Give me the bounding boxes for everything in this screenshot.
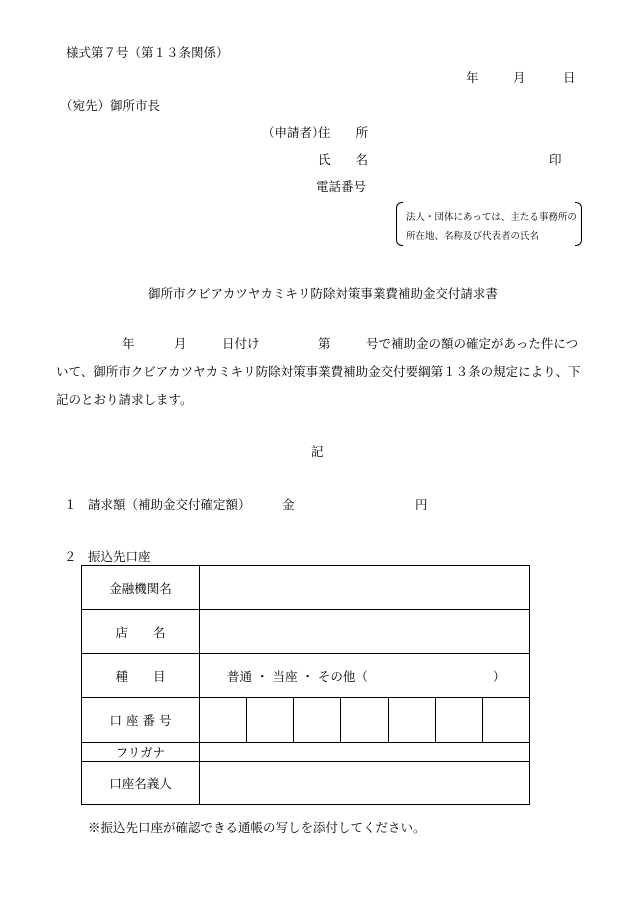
type-row [82,654,530,698]
item1-number: １ [64,497,77,512]
ki-marker: 記 [311,444,324,459]
addressee: （宛先）御所市長 [60,98,161,113]
date-day: 日 [563,70,576,85]
digit-cell[interactable] [340,698,387,742]
type-label: 種 目 [82,654,200,698]
furigana-row [82,743,530,762]
body-year: 年 [122,336,135,351]
item1-kin: 金 [282,497,295,512]
bank-row [82,566,530,610]
date-month: 月 [513,70,526,85]
bank-label: 金融機関名 [82,566,200,610]
name-label: 氏 名 [318,152,369,167]
document-title: 御所市クビアカツヤカミキリ防除対策事業費補助金交付請求書 [148,286,498,301]
digit-cell[interactable] [435,698,482,742]
corporate-note [396,202,582,244]
item2-label: 振込先口座 [88,549,151,564]
applicant-role: （申請者） [262,125,325,140]
note-line-2: 所在地、名称及び代表者の氏名 [406,231,540,242]
number-digit-cells [200,698,530,743]
furigana-label: フリガナ [82,743,200,762]
address-label: 住 所 [318,125,369,140]
body-month: 月 [174,336,187,351]
digit-cell[interactable] [388,698,435,742]
digit-cell[interactable] [293,698,340,742]
item2-number: ２ [64,549,77,564]
branch-row [82,610,530,654]
holder-row [82,762,530,805]
digit-cell[interactable] [246,698,293,742]
seal-mark: 印 [549,152,562,167]
holder-value-cell[interactable] [200,762,530,805]
digit-cell[interactable] [200,698,246,742]
bank-value-cell[interactable] [200,566,530,610]
digit-cell[interactable] [482,698,529,742]
note-left-bracket [396,202,403,246]
branch-label: 店 名 [82,610,200,654]
body-line1-end: 号で補助金の額の確定があった件につ [366,336,579,351]
number-row [82,698,530,743]
number-label: 口 座 番 号 [82,698,200,743]
account-table [81,565,530,805]
body-dai: 第 [318,336,331,351]
holder-label: 口座名義人 [82,762,200,805]
phone-label: 電話番号 [316,179,367,194]
body-dated: 日付け [222,336,260,351]
body-line2: いて、御所市クビアカツヤカミキリ防除対策事業費補助金交付要綱第１３条の規定により、下 [56,364,581,379]
note-line-1: 法人・団体にあっては、主たる事務所の [406,212,577,223]
form-number: 様式第７号（第１３条関係） [66,45,229,60]
type-options[interactable]: 普通 ・ 当座 ・ その他（ ） [200,654,530,698]
furigana-value-cell[interactable] [200,743,530,762]
item1-yen: 円 [415,497,428,512]
footnote: ※振込先口座が確認できる通帳の写しを添付してください。 [88,820,426,835]
body-line3: 記のとおり請求します。 [56,392,193,407]
branch-value-cell[interactable] [200,610,530,654]
date-year: 年 [466,70,479,85]
item1-label: 請求額（補助金交付確定額） [88,497,251,512]
